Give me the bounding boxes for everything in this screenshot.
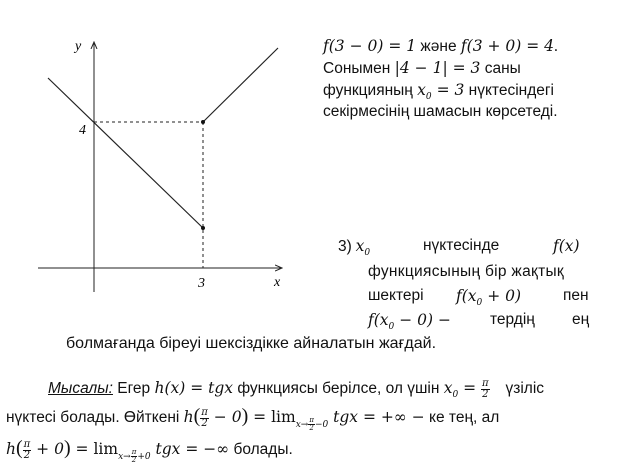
right-text-line-2: Сонымен |4 − 1| = 3 саны (323, 59, 521, 77)
item3-number: 3) (338, 238, 352, 255)
right-text-line-1: f(3 − 0) = 1 және f(3 + 0) = 4. (323, 37, 558, 55)
item3-line-2: функциясының бір жақтық (368, 263, 564, 280)
piecewise-graph (30, 30, 290, 295)
item3-line-3: шектері $f(x_0 + 0)$ пен (368, 287, 589, 309)
item3-line-1: 3) $x_0$ нүктесінде f(x) (338, 237, 580, 259)
example-line-1: Мысалы: Егер h(x) = tgx функциясы берілсе, ол үшін $x_0$ = $\frac{\pi}{2}$ үзіліс (48, 377, 545, 401)
example-line-3: h( $\frac{\pi}{2}$ + $0) = \lim_{x\to \frac{\pi}{2} +0}$ tgx = −∞ болады. (6, 437, 293, 464)
point-upper (201, 120, 205, 124)
y-tick-label: 4 (79, 123, 86, 138)
example-heading: Мысалы: (48, 380, 113, 397)
example-line-2: нүктесі болады. Өйткені h( $\frac{\pi}{2}$ − $0) = \lim_{x\to \frac{\pi}{2} -0}$ tgx = +∞ − ке тең, ал (6, 405, 500, 432)
item3-line-5: болмағанда біреуі шексіздікке айналатын жағдай. (66, 335, 437, 352)
item3-line-4: $f(x_0 - 0)$ − тердің ең (368, 311, 590, 333)
y-axis-label: y (75, 39, 82, 54)
x-axis-label: x (274, 275, 281, 290)
fraction-pi-over-2: $\frac{\pi}{2}$ (482, 377, 489, 400)
right-text-line-3: функцияның $x_0 = 3$ нүктесіндегі (323, 81, 554, 103)
point-lower (201, 226, 205, 230)
x-tick-label: 3 (198, 276, 205, 291)
left-branch-line (48, 78, 203, 228)
right-text-line-4: секірмесінің шамасын көрсетеді. (323, 103, 558, 120)
right-branch-line (203, 48, 278, 122)
